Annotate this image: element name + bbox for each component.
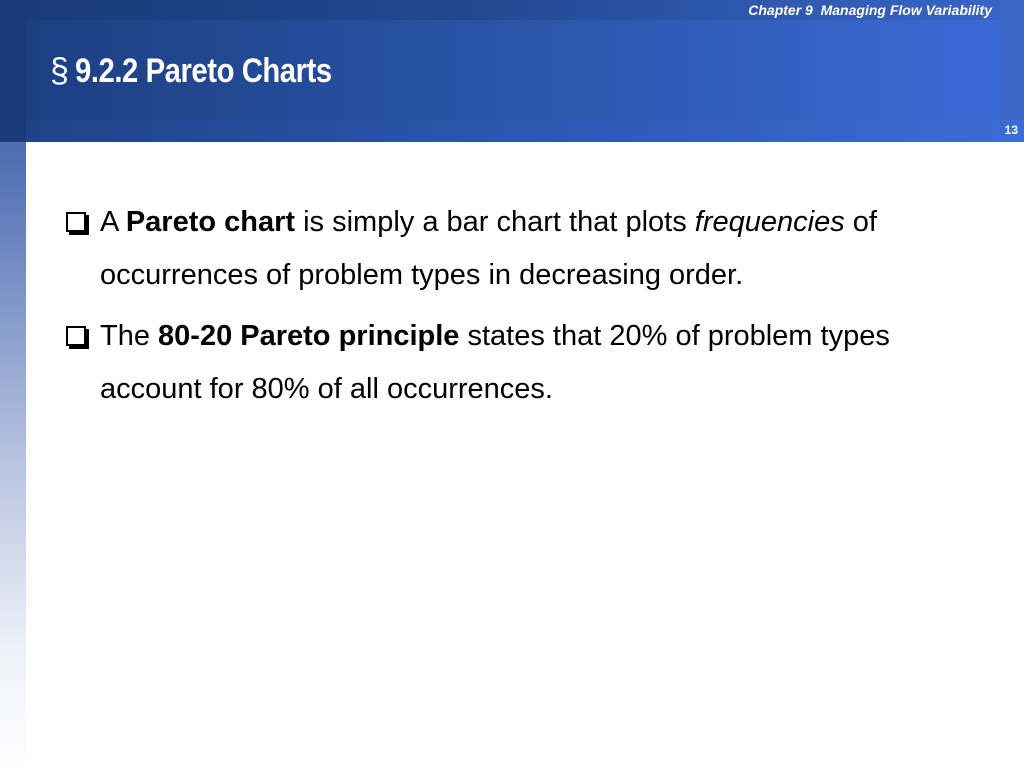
bullet-1-text-3: of occurrences of problem types in decreasing order. — [100, 206, 877, 291]
page-number: 13 — [1004, 123, 1018, 137]
hollow-square-bullet-icon — [66, 326, 86, 346]
title-underline-strip — [26, 120, 1024, 142]
bullet-2-term: 80-20 Pareto principle — [158, 320, 460, 352]
title-text: 9.2.2 Pareto Charts — [74, 52, 332, 90]
bullet-2-text-1: The — [100, 320, 159, 352]
bullet-1-term: Pareto chart — [125, 206, 296, 238]
slide-content — [64, 196, 964, 424]
bullet-pareto-chart — [64, 196, 964, 302]
chapter-label: Chapter 9 Managing Flow Variability — [748, 2, 992, 18]
bullet-pareto-principle — [64, 310, 964, 416]
bullet-1-text-2: is simply a bar chart that plots — [295, 206, 695, 238]
section-sign: § — [50, 52, 69, 90]
slide-title — [50, 46, 373, 96]
bullet-2-text-2: states that 20% of problem types account for 80% of all occurrences. — [100, 320, 890, 405]
bullet-1-emphasis: frequencies — [694, 206, 845, 238]
bullet-1-text-1: A — [100, 206, 126, 238]
hollow-square-bullet-icon — [66, 212, 86, 232]
